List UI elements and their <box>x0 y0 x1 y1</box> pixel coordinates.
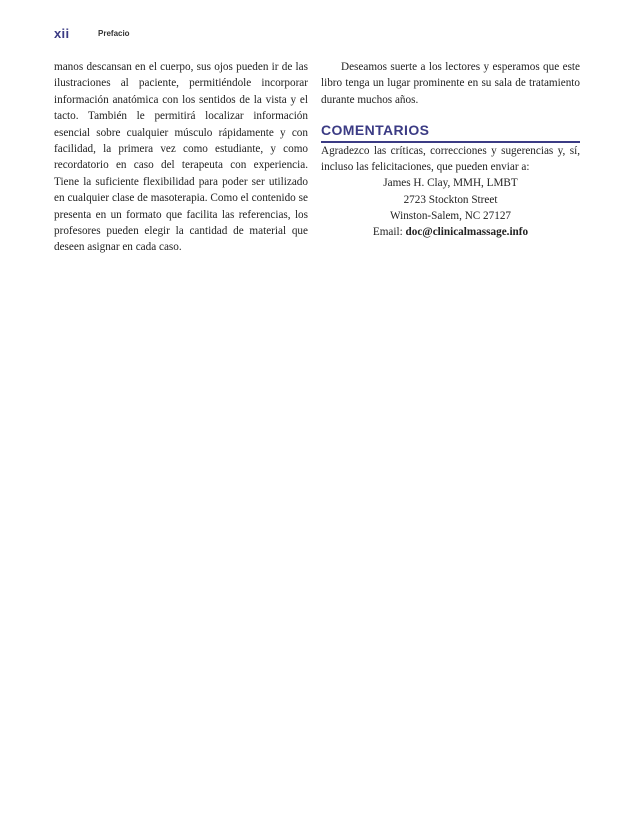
section-heading-comentarios: COMENTARIOS <box>321 122 580 142</box>
comentarios-paragraph: Agradezco las críticas, correcciones y sugerencias y, sí, incluso las felicitaciones, que pueden enviar a: <box>321 144 580 174</box>
contact-name: James H. Clay, MMH, LMBT <box>383 177 518 190</box>
email-label: Email: <box>372 226 406 239</box>
email-address: doc@clinicalmassage.info <box>405 226 529 239</box>
contact-address <box>321 175 580 240</box>
left-column <box>54 59 308 256</box>
running-head: Prefacio <box>98 29 130 38</box>
page-number: xii <box>54 26 70 41</box>
contact-street: 2723 Stockton Street <box>403 193 498 206</box>
right-column <box>321 59 580 240</box>
contact-email-line <box>321 224 580 240</box>
contact-city: Winston-Salem, NC 27127 <box>389 209 512 222</box>
left-paragraph: manos descansan en el cuerpo, sus ojos pueden ir de las ilustraciones al paciente, permitiéndole incorporar información anatómica con los sentidos de la vista y el tacto. También le permitirá localizar información esencial sobre cualquier músculo rápidamente y con facilidad, la primera vez como estudiante, y como recordatorio en caso del terapeuta con experiencia. Tiene la suficiente flexibilidad para poder ser utilizado en cualquier clase de masoterapia. Como el contenido se presenta en un formato que facilita las referencias, los profesores pueden elegir la cantidad de material que deseen asignar en cada caso. <box>54 61 308 254</box>
closing-paragraph: Deseamos suerte a los lectores y esperamos que este libro tenga un lugar prominente en su sala de tratamiento durante muchos años. <box>321 61 580 106</box>
